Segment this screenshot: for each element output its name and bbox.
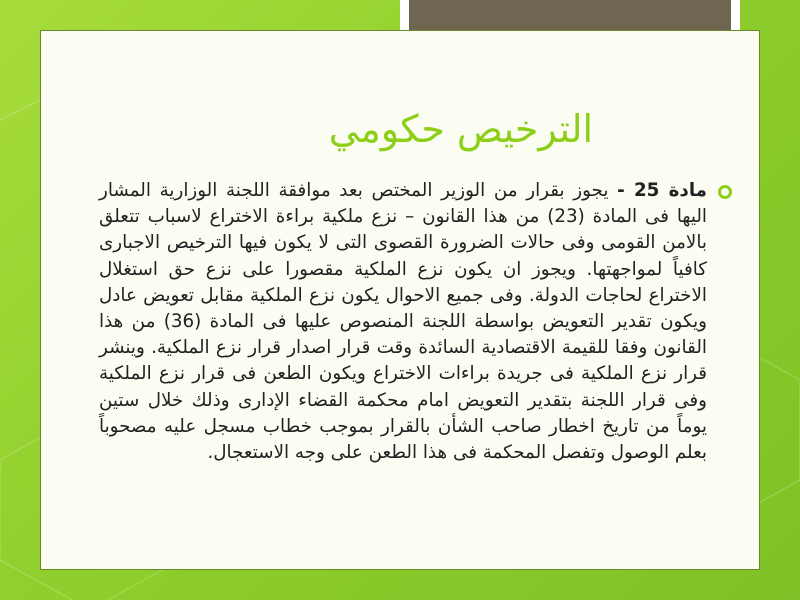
bullet-body: يجوز بقرار من الوزير المختص بعد موافقة اللجنة الوزارية المشار اليها فى المادة (23) من هذا القانون – نزع ملكية براءة الاختراع لاسباب تتعلق بالامن القومى وفى حالات الضرورة القصوى التى لا يكون فيها الترخيص الاجبارى كافياً لمواجهتها. ويجوز ان يكون نزع الملكية مقصورا على نزع حق استغلال الاختراع لحاجات الدولة. وفى جميع الاحوال يكون نزع الملكية مقابل تعويض عادل ويكون تقدير التعويض بواسطة اللجنة المنصوص عليها فى المادة (36) من هذا القانون وفقا للقيمة الاقتصادية السائدة وقت قرار اصدار قرار نزع الملكية. وينشر قرار نزع الملكية فى جريدة براءات الاختراع ويكون الطعن فى قرار نزع الملكية وفى قرار اللجنة بتقدير التعويض امام محكمة القضاء الإدارى وذلك خلال ستين يوماً من تاريخ اخطار صاحب الشأن بالقرار بموجب خطاب مسجل عليه مصحوباً بعلم الوصول وتفصل المحكمة فى هذا الطعن على وجه الاستعجال. — [99, 180, 707, 464]
bullet-text — [99, 178, 707, 466]
bullet-lead: مادة 25 - — [617, 180, 707, 201]
slide-content-panel — [40, 30, 760, 570]
slide-title: الترخيص حكومي — [328, 107, 593, 151]
bullet-marker-icon — [718, 185, 732, 199]
